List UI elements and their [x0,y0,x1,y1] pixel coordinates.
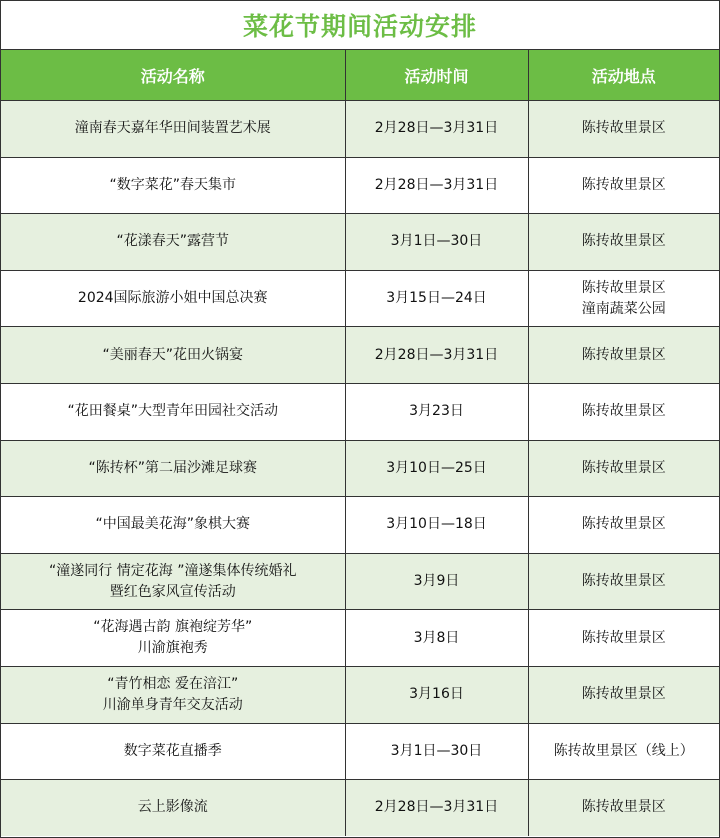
table-row [1,157,719,214]
table-row [1,780,719,836]
activity-name-cell [1,383,345,440]
activity-time-cell: 2月28日—3月31日 [345,780,528,836]
activity-place-cell [528,497,719,554]
activity-name-cell [1,440,345,497]
activity-name-cell [1,157,345,214]
activity-place-line: 陈抟故里景区 [581,516,666,533]
column-header-time: 活动时间 [345,50,528,101]
activity-place-line: 陈抟故里景区 [581,120,666,137]
activity-name-line: 云上影像流 [137,799,208,816]
activity-name-cell [1,270,345,327]
table-row [1,270,719,327]
activity-time-cell: 3月1日—30日 [345,214,528,271]
activity-place-line: 潼南蔬菜公园 [581,300,666,317]
activity-place-line: 陈抟故里景区 [581,573,666,590]
activity-name-line: 暨红色家风宣传活动 [109,583,236,600]
activity-place-line: 陈抟故里景区 [581,403,666,420]
table-row [1,101,719,158]
activity-name-cell [1,327,345,384]
activity-time-cell: 3月10日—18日 [345,497,528,554]
activity-name-line: “中国最美花海”象棋大赛 [95,516,250,533]
activity-name-line: “花漾春天”露营节 [116,233,229,250]
column-header-place: 活动地点 [528,50,719,101]
activity-place-cell [528,101,719,158]
activity-name-line: “潼遂同行 情定花海 ”潼遂集体传统婚礼 [49,562,297,579]
activity-place-cell [528,723,719,780]
activity-name-cell [1,553,345,610]
activity-name-line: 川渝旗袍秀 [137,640,208,657]
activity-place-cell [528,666,719,723]
activity-place-cell [528,327,719,384]
activity-time-cell: 3月8日 [345,610,528,667]
activity-time-cell: 3月1日—30日 [345,723,528,780]
activity-time-cell: 3月15日—24日 [345,270,528,327]
activity-name-line: 2024国际旅游小姐中国总决赛 [77,290,268,307]
activity-name-line: “美丽春天”花田火锅宴 [102,346,243,363]
page-title: 菜花节期间活动安排 [1,1,719,50]
activity-time-cell: 2月28日—3月31日 [345,101,528,158]
activity-name-cell [1,214,345,271]
activity-place-line: 陈抟故里景区（线上） [553,742,694,759]
table-row [1,214,719,271]
activity-place-cell [528,780,719,836]
table-row [1,327,719,384]
table-row [1,497,719,554]
activity-time-cell: 3月16日 [345,666,528,723]
activity-place-cell [528,157,719,214]
activity-name-line: “花田餐桌”大型青年田园社交活动 [67,403,278,420]
activity-name-cell [1,610,345,667]
activity-place-line: 陈抟故里景区 [581,176,666,193]
activity-name-line: “青竹相恋 爱在涪江” [107,675,239,692]
activity-place-cell [528,440,719,497]
activity-place-line: 陈抟故里景区 [581,629,666,646]
activity-place-cell [528,610,719,667]
activity-time-cell: 3月9日 [345,553,528,610]
column-header-name: 活动名称 [1,50,345,101]
activity-name-line: “陈抟杯”第二届沙滩足球赛 [88,459,257,476]
table-header-row [1,50,719,101]
activity-name-cell [1,101,345,158]
activity-name-cell [1,497,345,554]
table-row [1,610,719,667]
activity-place-line: 陈抟故里景区 [581,233,666,250]
activity-name-line: 潼南春天嘉年华田间装置艺术展 [74,120,271,137]
activity-name-line: “花海遇古韵 旗袍绽芳华” [93,619,253,636]
activity-place-cell [528,553,719,610]
activity-name-cell [1,780,345,836]
activity-place-cell [528,270,719,327]
activity-place-line: 陈抟故里景区 [581,459,666,476]
activity-place-cell [528,214,719,271]
activity-place-line: 陈抟故里景区 [581,346,666,363]
table-row [1,723,719,780]
activity-place-line: 陈抟故里景区 [581,686,666,703]
activity-name-line: “数字菜花”春天集市 [109,176,236,193]
table-row [1,553,719,610]
activity-time-cell: 2月28日—3月31日 [345,327,528,384]
activity-name-line: 川渝单身青年交友活动 [102,696,243,713]
table-row [1,666,719,723]
activity-place-line: 陈抟故里景区 [581,279,666,296]
activity-place-cell [528,383,719,440]
schedule-table [1,50,719,836]
activity-name-cell [1,666,345,723]
activity-place-line: 陈抟故里景区 [581,799,666,816]
table-row [1,383,719,440]
activity-time-cell: 3月10日—25日 [345,440,528,497]
activity-name-cell [1,723,345,780]
activity-time-cell: 3月23日 [345,383,528,440]
activity-time-cell: 2月28日—3月31日 [345,157,528,214]
table-row [1,440,719,497]
activity-name-line: 数字菜花直播季 [123,742,222,759]
